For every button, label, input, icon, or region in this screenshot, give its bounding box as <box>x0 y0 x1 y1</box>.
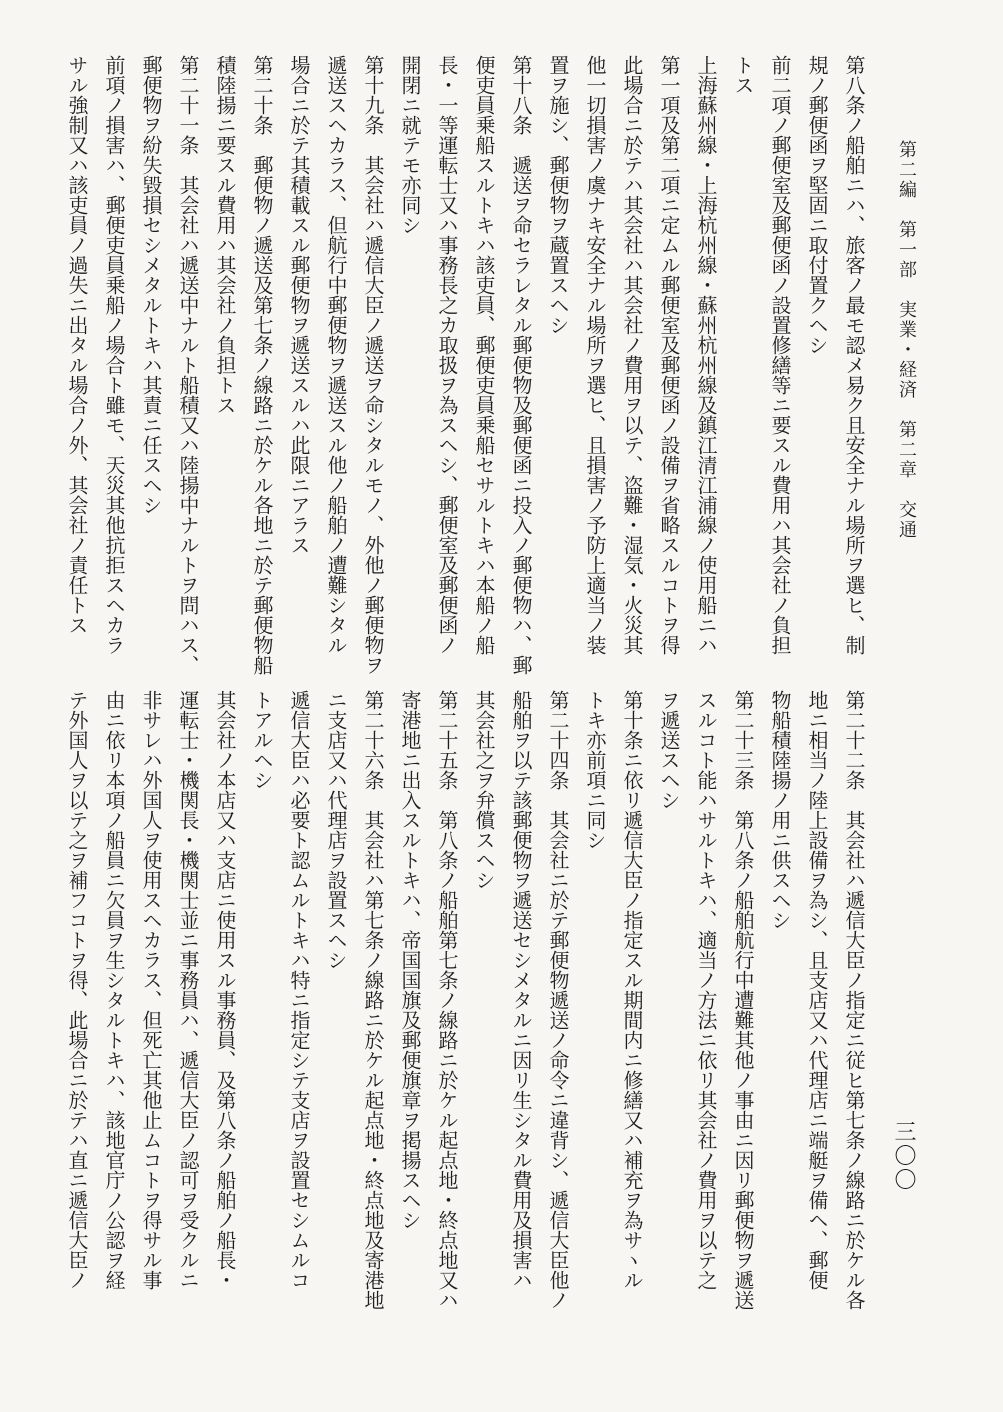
text-line: 第一項及第二項ニ定ムル郵便室及郵便函ノ設備ヲ省略スルコトヲ得 <box>657 55 681 655</box>
text-line: トキ亦前項ニ同シ <box>583 690 607 850</box>
text-line: 由ニ依リ本項ノ船員ニ欠員ヲ生シタルトキハ、該地官庁ノ公認ヲ経 <box>102 690 126 1290</box>
running-header: 第二編 第一部 実業・経済 第二章 交通 <box>896 140 917 540</box>
text-line: 寄港地ニ出入スルトキハ、帝国国旗及郵便旗章ヲ掲揚スヘシ <box>398 690 422 1230</box>
text-line: 第十八条 遞送ヲ命セラレタル郵便物及郵便函ニ投入ノ郵便物ハ、郵 <box>509 55 533 675</box>
text-line: ヲ遞送スヘシ <box>657 690 681 810</box>
text-line: 便吏員乗船スルトキハ該吏員、郵便吏員乗船セサルトキハ本船ノ船 <box>472 55 496 655</box>
text-line: テ外国人ヲ以テ之ヲ補フコトヲ得、此場合ニ於テハ直ニ遞信大臣ノ <box>65 690 89 1290</box>
text-line: 第二十三条 第八条ノ船舶航行中遭難其他ノ事由ニ因リ郵便物ヲ遞送 <box>731 690 755 1310</box>
text-line: トス <box>731 55 755 95</box>
text-line: 第二十一条 其会社ハ遞送中ナルト船積又ハ陸揚中ナルトヲ問ハス、 <box>176 55 200 675</box>
text-line: 上海蘇州線・上海杭州線・蘇州杭州線及鎮江清江浦線ノ使用船ニハ <box>694 55 718 655</box>
text-line: 積陸揚ニ要スル費用ハ其会社ノ負担トス <box>213 55 237 415</box>
text-line: 長・一等運転士又ハ事務長之カ取扱ヲ為スヘシ、郵便室及郵便函ノ <box>435 55 459 655</box>
text-line: 非サレハ外国人ヲ使用スヘカラス、但死亡其他止ムコトヲ得サル事 <box>139 690 163 1290</box>
lower-text-block <box>65 690 872 1340</box>
text-line: 遞送スヘカラス、但航行中郵便物ヲ遞送スル他ノ船舶ノ遭難シタル <box>324 55 348 655</box>
upper-text-block <box>60 55 872 675</box>
text-line: 第二十五条 第八条ノ船舶第七条ノ線路ニ於ケル起点地・終点地又ハ <box>435 690 459 1310</box>
text-line: 遞信大臣ハ必要ト認ムルトキハ特ニ指定シテ支店ヲ設置セシムルコ <box>287 690 311 1290</box>
text-line: 第十条ニ依リ遞信大臣ノ指定スル期間内ニ修繕又ハ補充ヲ為サヽル <box>620 690 644 1290</box>
text-line: トアルヘシ <box>250 690 274 790</box>
text-line: 置ヲ施シ、郵便物ヲ蔵置スヘシ <box>546 55 570 335</box>
text-line: 前項ノ損害ハ、郵便吏員乗船ノ場合ト雖モ、天災其他抗拒スヘカラ <box>102 55 126 655</box>
text-line: 開閉ニ就テモ亦同シ <box>398 55 422 235</box>
text-line: サル強制又ハ該吏員ノ過失ニ出タル場合ノ外、其会社ノ責任トス <box>65 55 89 635</box>
text-line: 第八条ノ船舶ニハ、旅客ノ最モ認メ易ク且安全ナル場所ヲ選ヒ、制 <box>842 55 866 655</box>
text-line: スルコト能ハサルトキハ、適当ノ方法ニ依リ其会社ノ費用ヲ以テ之 <box>694 690 718 1290</box>
text-line: 他一切損害ノ虞ナキ安全ナル場所ヲ選ヒ、且損害ノ予防上適当ノ装 <box>583 55 607 655</box>
text-line: ニ支店又ハ代理店ヲ設置スヘシ <box>324 690 348 970</box>
text-line: 地ニ相当ノ陸上設備ヲ為シ、且支店又ハ代理店ニ端艇ヲ備ヘ、郵便 <box>805 690 829 1290</box>
text-line: 第二十四条 其会社ニ於テ郵便物遞送ノ命令ニ違背シ、遞信大臣他ノ <box>546 690 570 1310</box>
text-line: 場合ニ於テ其積載スル郵便物ヲ遞送スルハ此限ニアラス <box>287 55 311 555</box>
text-line: 運転士・機関長・機関士並ニ事務員ハ、遞信大臣ノ認可ヲ受クルニ <box>176 690 200 1290</box>
text-line: 第二十条 郵便物ノ遞送及第七条ノ線路ニ於ケル各地ニ於テ郵便物船 <box>250 55 274 675</box>
page-number: 三〇〇 <box>891 1120 916 1192</box>
text-line: 船舶ヲ以テ該郵便物ヲ遞送セシメタルニ因リ生シタル費用及損害ハ <box>509 690 533 1290</box>
text-line: 第十九条 其会社ハ遞信大臣ノ遞送ヲ命シタルモノ、外他ノ郵便物ヲ <box>361 55 385 675</box>
text-line: 其会社ノ本店又ハ支店ニ使用スル事務員、及第八条ノ船舶ノ船長・ <box>213 690 237 1290</box>
text-line: 其会社之ヲ弁償スヘシ <box>472 690 496 890</box>
text-line: 此場合ニ於テハ其会社ハ其会社ノ費用ヲ以テ、盗難・湿気・火災其 <box>620 55 644 655</box>
text-line: 第二十二条 其会社ハ遞信大臣ノ指定ニ従ヒ第七条ノ線路ニ於ケル各 <box>842 690 866 1310</box>
text-line: 物船積陸揚ノ用ニ供スヘシ <box>768 690 792 930</box>
text-line: 前二項ノ郵便室及郵便函ノ設置修繕等ニ要スル費用ハ其会社ノ負担 <box>768 55 792 655</box>
text-line: 規ノ郵便函ヲ堅固ニ取付置クヘシ <box>805 55 829 355</box>
text-line: 郵便物ヲ紛失毀損セシメタルトキハ其責ニ任スヘシ <box>139 55 163 515</box>
text-line: 第二十六条 其会社ハ第七条ノ線路ニ於ケル起点地・終点地及寄港地 <box>361 690 385 1310</box>
